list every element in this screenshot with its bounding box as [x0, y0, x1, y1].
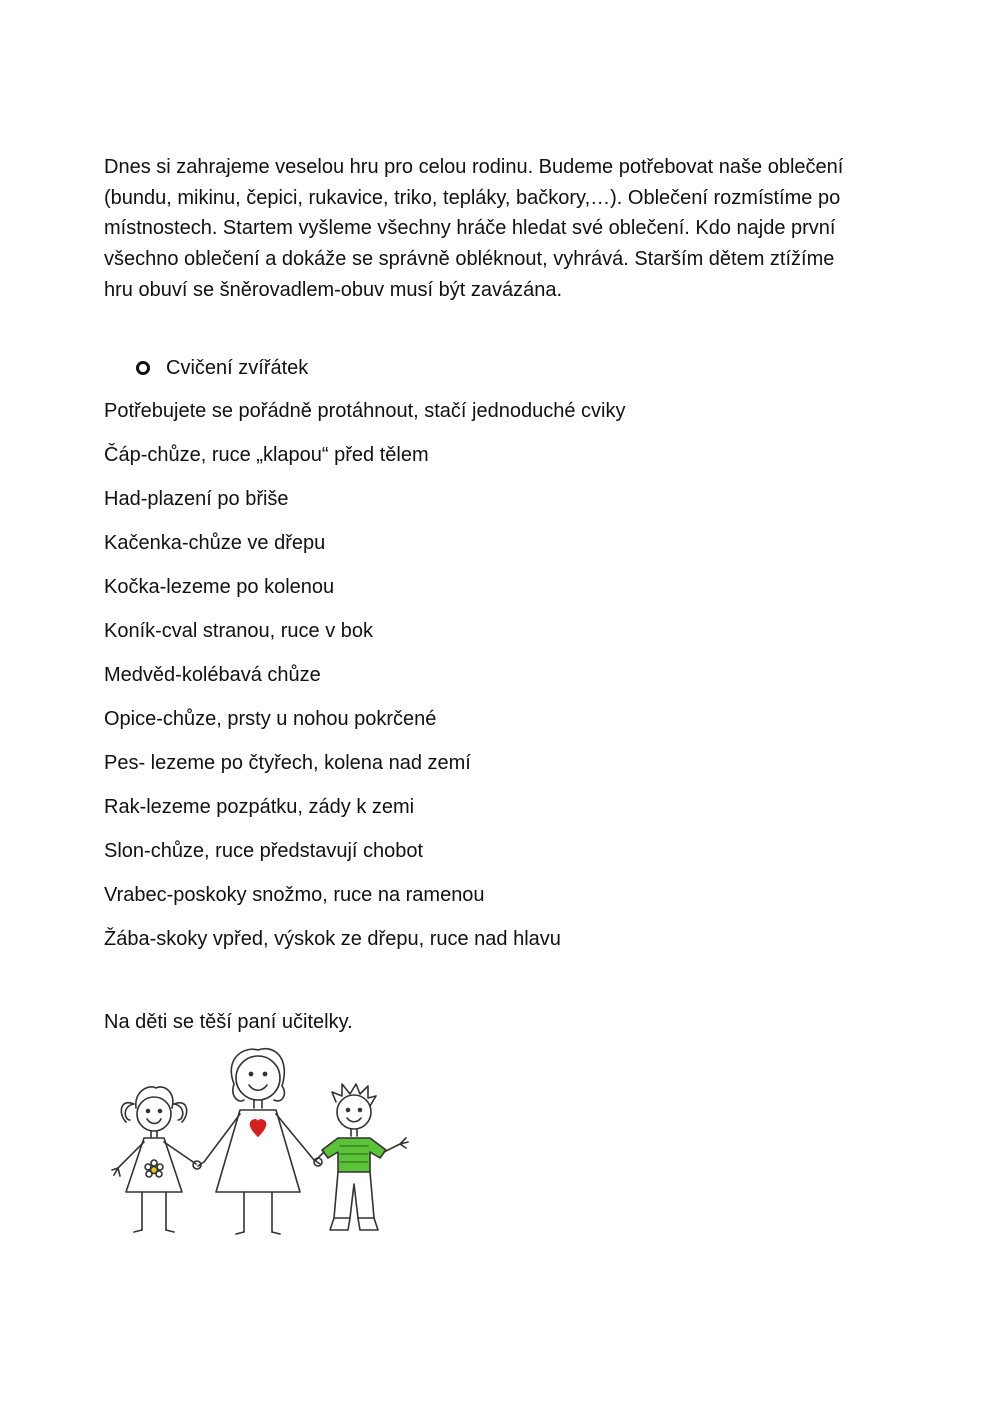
- exercise-lead: Potřebujete se pořádně protáhnout, stačí jednoduché cviky: [104, 400, 626, 422]
- list-item: Čáp-chůze, ruce „klapou“ před tělem: [104, 444, 429, 466]
- mother-figure: [198, 1049, 320, 1234]
- family-holding-hands-drawing-icon: [104, 1042, 414, 1242]
- list-item: Rak-lezeme pozpátku, zády k zemi: [104, 796, 415, 818]
- list-item: Opice-chůze, prsty u nohou pokrčené: [104, 708, 437, 730]
- list-item: Slon-chůze, ruce představují chobot: [104, 840, 424, 862]
- heart-icon: [251, 1120, 266, 1136]
- list-item: Vrabec-poskoky snožmo, ruce na ramenou: [104, 884, 485, 906]
- list-item: Žába-skoky vpřed, výskok ze dřepu, ruce nad hlavu: [104, 928, 561, 950]
- boy-figure: [316, 1084, 408, 1230]
- boy-shirt: [322, 1138, 386, 1172]
- list-item: Had-plazení po břiše: [104, 488, 289, 510]
- list-item: Kočka-lezeme po kolenou: [104, 576, 335, 598]
- list-item: Koník-cval stranou, ruce v bok: [104, 620, 374, 642]
- list-item: Medvěd-kolébavá chůze: [104, 664, 321, 686]
- closing-line: Na děti se těší paní učitelky.: [104, 1011, 353, 1033]
- bullet-circle-icon: [136, 361, 150, 375]
- exercise-list: [104, 441, 561, 969]
- section-heading-text: Cvičení zvířátek: [166, 357, 309, 379]
- flower-icon: [145, 1160, 163, 1177]
- intro-paragraph: Dnes si zahrajeme veselou hru pro celou rodinu. Budeme potřebovat naše oblečení (bundu, mikinu, čepici, rukavice, triko, tepláky, bačkory,…). Oblečení rozmístíme po místnostech. Startem vyšleme všechny hráče hledat své oblečení. Kdo najde první všechno oblečení a dokáže se správně obléknout, vyhrává. Starším dětem ztížíme hru obuví se šněrovadlem-obuv musí být zavázána.: [104, 156, 844, 301]
- list-item: Pes- lezeme po čtyřech, kolena nad zemí: [104, 752, 471, 774]
- girl-figure: [112, 1087, 196, 1232]
- section-heading: [136, 354, 308, 382]
- list-item: Kačenka-chůze ve dřepu: [104, 532, 326, 554]
